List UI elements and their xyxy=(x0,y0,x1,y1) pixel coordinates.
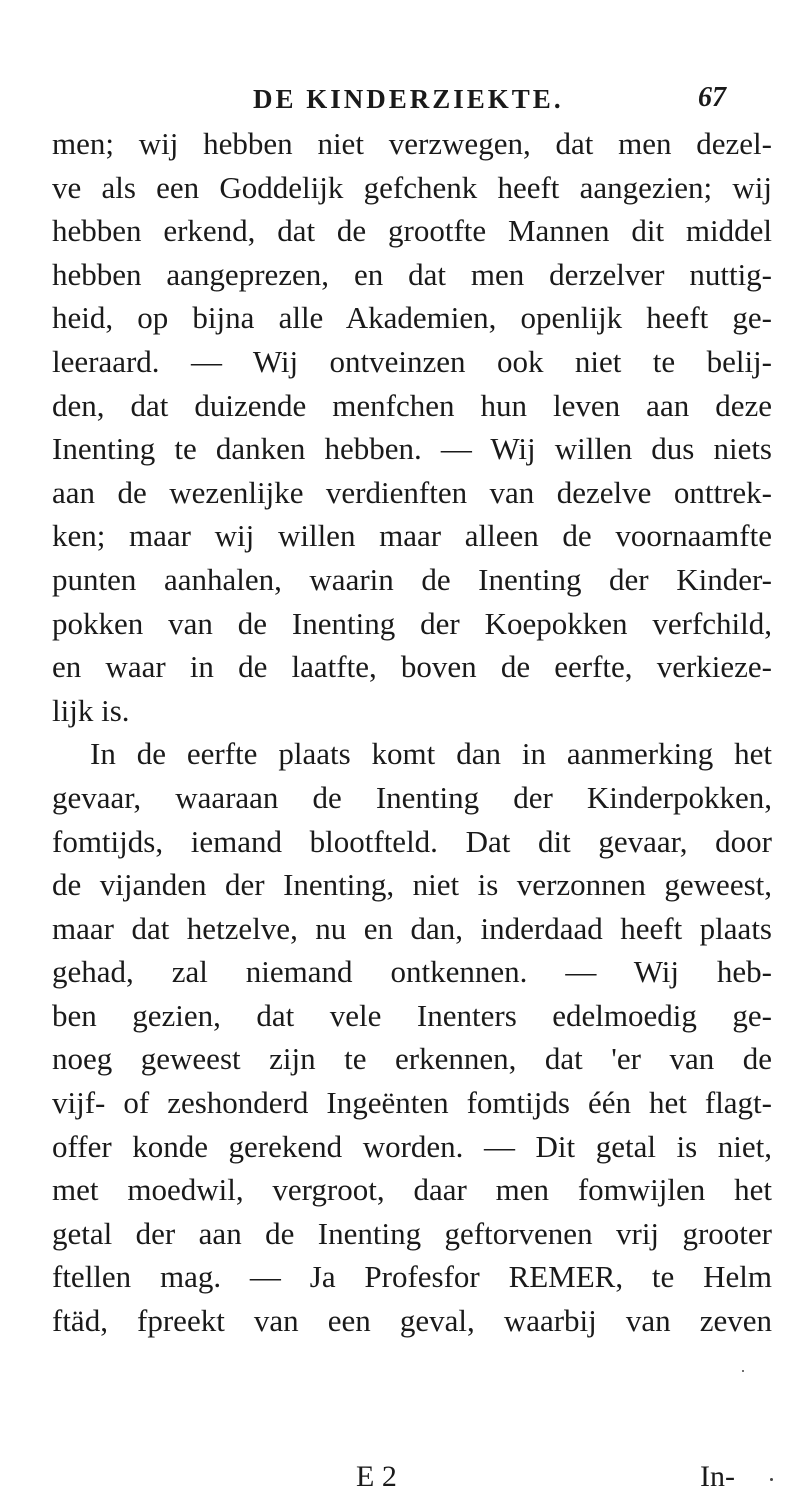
text-line: getal der aan de Inenting geftorvenen vrij grooter xyxy=(52,1215,772,1251)
text-line: de vijanden der Inenting, niet is verzonnen geweest, xyxy=(52,867,772,903)
text-line: den, dat duizende menfchen hun leven aan deze xyxy=(52,387,772,423)
text-line: lijk is. xyxy=(52,692,130,728)
text-line: offer konde gerekend worden. — Dit getal is niet, xyxy=(52,1128,772,1164)
text-line: gehad, zal niemand ontkennen. — Wij heb- xyxy=(52,954,772,990)
running-head: DE KINDERZIEKTE. xyxy=(253,84,564,114)
scan-speck xyxy=(770,1478,773,1481)
page-number: 67 xyxy=(698,82,726,113)
signature-mark: E 2 xyxy=(356,1460,397,1493)
text-line: vijf- of zeshonderd Ingeënten fomtijds één het flagt- xyxy=(52,1085,772,1121)
text-line: pokken van de Inenting der Koepokken verfchild, xyxy=(52,605,772,641)
text-line: hebben erkend, dat de grootfte Mannen dit middel xyxy=(52,213,772,249)
page-footer xyxy=(0,1460,800,1500)
text-line: aan de wezenlijke verdienften van dezelve onttrek- xyxy=(52,474,772,510)
text-line: Inenting te danken hebben. — Wij willen dus niets xyxy=(52,431,772,467)
text-line: noeg geweest zijn te erkennen, dat 'er van de xyxy=(52,1041,772,1077)
text-line: punten aanhalen, waarin de Inenting der Kinder- xyxy=(52,561,772,597)
text-line: en waar in de laatfte, boven de eerfte, verkieze- xyxy=(52,649,772,685)
text-line: fomtijds, iemand blootfteld. Dat dit gevaar, door xyxy=(52,823,772,859)
text-line: met moedwil, vergroot, daar men fomwijlen het xyxy=(52,1172,772,1208)
body-text xyxy=(52,122,772,1343)
text-line: ben gezien, dat vele Inenters edelmoedig ge- xyxy=(52,997,772,1033)
text-line: men; wij hebben niet verzwegen, dat men dezel- xyxy=(52,126,772,161)
text-line: ken; maar wij willen maar alleen de voornaamfte xyxy=(52,518,772,554)
text-line: maar dat hetzelve, nu en dan, inderdaad heeft plaats xyxy=(52,910,772,946)
text-line: gevaar, waaraan de Inenting der Kinderpokken, xyxy=(52,779,772,815)
text-line: hebben aangeprezen, en dat men derzelver nuttig- xyxy=(52,256,772,292)
text-line: ftäd, fpreekt van een geval, waarbij van zeven xyxy=(52,1303,772,1339)
text-line: ftellen mag. — Ja Profesfor REMER, te Helm xyxy=(52,1259,772,1295)
scan-speck xyxy=(742,1370,744,1372)
text-line: In de eerfte plaats komt dan in aanmerking het xyxy=(90,736,772,772)
text-line: ve als een Goddelijk gefchenk heeft aangezien; wij xyxy=(52,169,772,205)
catchword: In- xyxy=(700,1460,735,1493)
text-line: leeraard. — Wij ontveinzen ook niet te belij- xyxy=(52,343,772,379)
text-line: heid, op bijna alle Akademien, openlijk heeft ge- xyxy=(52,300,772,336)
